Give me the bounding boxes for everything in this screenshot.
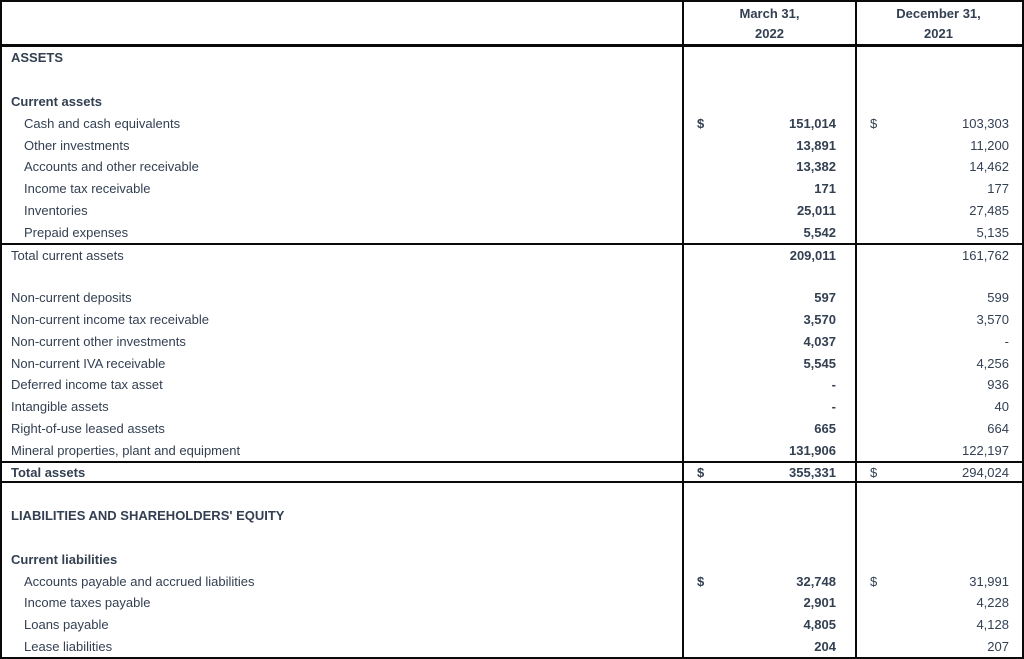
row-label: Non-current IVA receivable: [2, 352, 684, 374]
value-2022-cell: [684, 505, 857, 527]
table-row: [2, 439, 1022, 461]
value-2021-cell: [857, 418, 1020, 440]
value-2021-cell: [857, 265, 1020, 287]
table-row: [2, 374, 1022, 396]
table-row: [2, 592, 1022, 614]
value-2021-cell: [857, 636, 1020, 658]
value-2021-cell: [857, 352, 1020, 374]
value-2021-cell: [857, 112, 1020, 134]
value-2022: 13,382: [796, 159, 836, 175]
table-row: [2, 287, 1022, 309]
row-label: Non-current income tax receivable: [2, 309, 684, 331]
table-row: [2, 265, 1022, 287]
table-header-row: [2, 2, 1022, 47]
table-row: [2, 527, 1022, 549]
column-header-line2: 2022: [755, 26, 784, 41]
table-row: [2, 330, 1022, 352]
row-label: Non-current deposits: [2, 287, 684, 309]
value-2022-cell: [684, 570, 857, 592]
value-2021-cell: [857, 548, 1020, 570]
table-row: [2, 614, 1022, 636]
value-2021-cell: [857, 245, 1020, 265]
value-2022-cell: [684, 374, 857, 396]
value-2021-cell: [857, 570, 1020, 592]
column-header-line1: March 31,: [739, 6, 800, 21]
row-label: Other investments: [2, 134, 684, 156]
table-body: [2, 47, 1022, 657]
table-row: [2, 570, 1022, 592]
dollar-sign: $: [870, 573, 878, 589]
table-row: [2, 112, 1022, 134]
value-2021: 161,762: [962, 247, 1009, 263]
value-2022-cell: [684, 178, 857, 200]
column-header-line2: 2021: [924, 26, 953, 41]
table-row: [2, 134, 1022, 156]
row-label: Current liabilities: [2, 548, 684, 570]
value-2022-cell: [684, 352, 857, 374]
table-row: [2, 47, 1022, 69]
value-2021-cell: [857, 463, 1020, 481]
value-2021: 207: [987, 638, 1009, 654]
value-2022: 25,011: [796, 202, 836, 218]
value-2021-cell: [857, 592, 1020, 614]
value-2021: 664: [987, 420, 1009, 436]
table-row: [2, 352, 1022, 374]
value-2021: 103,303: [962, 115, 1009, 131]
value-2022-cell: [684, 483, 857, 505]
row-label: Mineral properties, plant and equipment: [2, 439, 684, 461]
table-row: [2, 636, 1022, 658]
value-2022: 597: [814, 290, 836, 306]
value-2022-cell: [684, 309, 857, 331]
value-2021-cell: [857, 374, 1020, 396]
value-2022-cell: [684, 592, 857, 614]
row-label: [2, 265, 684, 287]
dollar-sign: $: [870, 464, 878, 480]
value-2022-cell: [684, 330, 857, 352]
value-2022-cell: [684, 221, 857, 243]
value-2022-cell: [684, 245, 857, 265]
value-2021: 4,228: [976, 595, 1009, 611]
value-2021-cell: [857, 221, 1020, 243]
row-label: Deferred income tax asset: [2, 374, 684, 396]
value-2021-cell: [857, 156, 1020, 178]
value-2022-cell: [684, 287, 857, 309]
column-header-line1: December 31,: [896, 6, 981, 21]
value-2021-cell: [857, 309, 1020, 331]
value-2021: 27,485: [969, 202, 1009, 218]
value-2021: 3,570: [976, 311, 1009, 327]
table-row: [2, 243, 1022, 265]
table-row: [2, 505, 1022, 527]
value-2021: -: [1004, 333, 1009, 349]
value-2021: 122,197: [962, 442, 1009, 458]
dollar-sign: $: [697, 573, 705, 589]
row-label: [2, 527, 684, 549]
value-2022: 151,014: [789, 115, 836, 131]
value-2021: 177: [987, 181, 1009, 197]
value-2022-cell: [684, 614, 857, 636]
value-2022-cell: [684, 439, 857, 461]
row-label: Loans payable: [2, 614, 684, 636]
row-label: Inventories: [2, 200, 684, 222]
value-2022: 4,805: [803, 617, 836, 633]
table-row: [2, 221, 1022, 243]
value-2022-cell: [684, 463, 857, 481]
row-label: Total current assets: [2, 245, 684, 265]
value-2022: 3,570: [803, 311, 836, 327]
table-row: [2, 396, 1022, 418]
table-row: [2, 309, 1022, 331]
value-2021-cell: [857, 287, 1020, 309]
row-label: Prepaid expenses: [2, 221, 684, 243]
table-row: [2, 91, 1022, 113]
row-label: Current assets: [2, 91, 684, 113]
value-2022-cell: [684, 418, 857, 440]
value-2022-cell: [684, 396, 857, 418]
value-2021: 4,128: [976, 617, 1009, 633]
dollar-sign: $: [870, 115, 878, 131]
value-2022-cell: [684, 69, 857, 91]
value-2022-cell: [684, 527, 857, 549]
column-header-march-2022: [684, 2, 857, 44]
table-row: [2, 156, 1022, 178]
dollar-sign: $: [697, 115, 705, 131]
column-header-december-2021: [857, 2, 1020, 44]
table-row: [2, 69, 1022, 91]
value-2022: 4,037: [803, 333, 836, 349]
value-2022-cell: [684, 47, 857, 69]
table-row: [2, 483, 1022, 505]
value-2022: 5,542: [803, 224, 836, 240]
dollar-sign: $: [697, 464, 705, 480]
value-2022: 13,891: [796, 137, 836, 153]
row-label: LIABILITIES AND SHAREHOLDERS' EQUITY: [2, 505, 684, 527]
row-label: Accounts payable and accrued liabilities: [2, 570, 684, 592]
header-empty-cell: [2, 2, 684, 44]
value-2022-cell: [684, 636, 857, 658]
value-2021: 936: [987, 377, 1009, 393]
value-2021: 11,200: [970, 137, 1009, 153]
value-2021-cell: [857, 91, 1020, 113]
value-2021-cell: [857, 483, 1020, 505]
value-2021-cell: [857, 527, 1020, 549]
value-2022-cell: [684, 200, 857, 222]
value-2021-cell: [857, 47, 1020, 69]
value-2021-cell: [857, 330, 1020, 352]
value-2022-cell: [684, 91, 857, 113]
value-2022: 32,748: [796, 573, 836, 589]
value-2022: -: [831, 399, 836, 415]
value-2021: 599: [987, 290, 1009, 306]
row-label: Total assets: [2, 463, 684, 481]
value-2022: 204: [814, 638, 836, 654]
value-2021: 14,462: [969, 159, 1009, 175]
row-label: Cash and cash equivalents: [2, 112, 684, 134]
row-label: Right-of-use leased assets: [2, 418, 684, 440]
value-2021-cell: [857, 200, 1020, 222]
value-2021: 31,991: [969, 573, 1009, 589]
value-2022: 5,545: [803, 355, 836, 371]
value-2022-cell: [684, 265, 857, 287]
value-2021-cell: [857, 396, 1020, 418]
value-2022-cell: [684, 548, 857, 570]
value-2021-cell: [857, 614, 1020, 636]
value-2022: 2,901: [803, 595, 836, 611]
value-2021-cell: [857, 69, 1020, 91]
value-2021-cell: [857, 178, 1020, 200]
value-2022: -: [831, 377, 836, 393]
value-2022: 665: [814, 420, 836, 436]
row-label: ASSETS: [2, 47, 684, 69]
value-2021: 40: [994, 399, 1009, 415]
table-row: [2, 461, 1022, 483]
value-2022-cell: [684, 156, 857, 178]
table-row: [2, 548, 1022, 570]
value-2022-cell: [684, 134, 857, 156]
value-2021: 294,024: [962, 464, 1009, 480]
value-2021-cell: [857, 134, 1020, 156]
value-2021-cell: [857, 439, 1020, 461]
value-2021: 5,135: [976, 224, 1009, 240]
row-label: Intangible assets: [2, 396, 684, 418]
row-label: Income taxes payable: [2, 592, 684, 614]
row-label: [2, 69, 684, 91]
value-2021-cell: [857, 505, 1020, 527]
row-label: Non-current other investments: [2, 330, 684, 352]
table-row: [2, 200, 1022, 222]
value-2022: 355,331: [789, 464, 836, 480]
value-2022: 209,011: [789, 247, 836, 263]
row-label: Accounts and other receivable: [2, 156, 684, 178]
value-2021: 4,256: [976, 355, 1009, 371]
table-row: [2, 178, 1022, 200]
value-2022: 131,906: [789, 442, 836, 458]
value-2022-cell: [684, 112, 857, 134]
value-2022: 171: [814, 181, 836, 197]
row-label: Lease liabilities: [2, 636, 684, 658]
table-row: [2, 418, 1022, 440]
row-label: [2, 483, 684, 505]
row-label: Income tax receivable: [2, 178, 684, 200]
